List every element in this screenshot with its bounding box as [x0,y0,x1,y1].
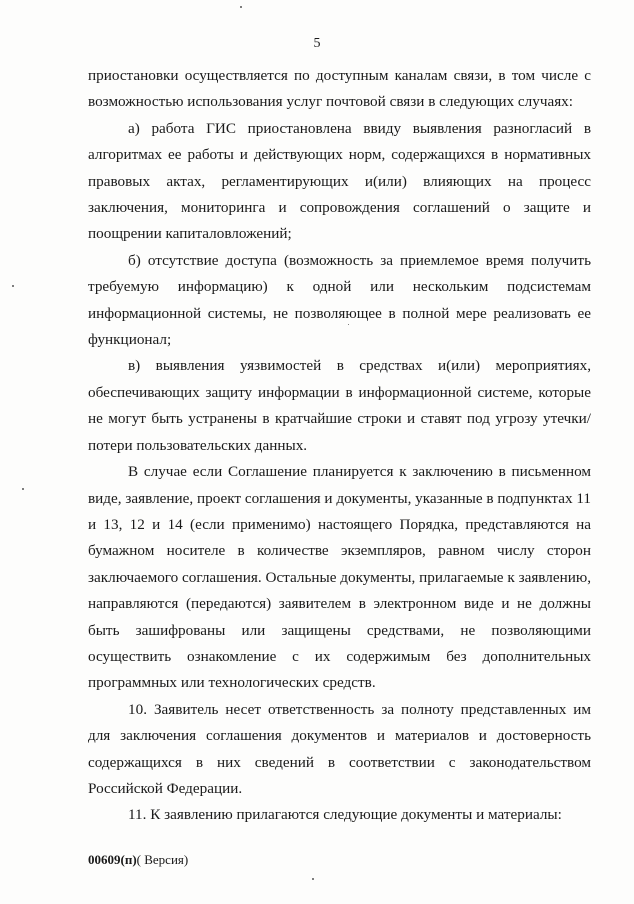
footer-document-code [88,852,188,868]
scan-speck [312,878,314,880]
footer-code: 00609(п) [88,852,137,867]
paragraph-clause-10: 10. Заявитель несет ответственность за полноту представленных им для заключения соглашения документов и материалов и достоверность содержащихся в них сведений в соответствии с законодательством Российской Федерации. [88,700,591,797]
paragraph-item-a: а) работа ГИС приостановлена ввиду выявления разногласий в алгоритмах ее работы и действующих норм, содержащихся в нормативных правовых актах, регламентирующих и(или) влияющих на процесс заключения, мониторинга и сопровождения соглашений о защите и поощрении капиталовложений; [88,119,591,243]
paragraph-continuation: приостановки осуществляется по доступным каналам связи, в том числе с возможностью использования услуг почтовой связи в следующих случаях: [88,67,591,111]
paragraph-item-v: в) выявления уязвимостей в средствах и(или) мероприятиях, обеспечивающих защиту информации в информационной системе, которые не могут быть устранены в кратчайшие строки и ставят под угрозу утечки/потери пользовательских данных. [88,357,591,454]
body-text [88,63,591,829]
paragraph-written-form: В случае если Соглашение планируется к заключению в письменном виде, заявление, проект соглашения и документы, указанные в подпунктах 11 и 13, 12 и 14 (если применимо) настоящего Порядка, представляются на бумажном носителе в количестве экземпляров, равном числу сторон заключаемого соглашения. Остальные документы, прилагаемые к заявлению, направляются (передаются) заявителем в электронном виде и не должны быть зашифрованы или защищены средствами, не позволяющими осуществить ознакомление с их содержимым без дополнительных программных или технологических средств. [88,463,591,692]
paragraph-clause-11: 11. К заявлению прилагаются следующие документы и материалы: [128,806,562,824]
scan-speck [240,6,242,8]
scan-speck [12,285,14,287]
scan-speck [348,324,349,325]
paragraph-item-b: б) отсутствие доступа (возможность за приемлемое время получить требуемую информацию) к одной или нескольким подсистемам информационной системы, не позволяющее в полной мере реализовать ее функционал; [88,251,591,349]
page-number: 5 [313,36,321,51]
footer-version: ( Версия) [136,852,189,867]
scan-speck [22,488,24,490]
